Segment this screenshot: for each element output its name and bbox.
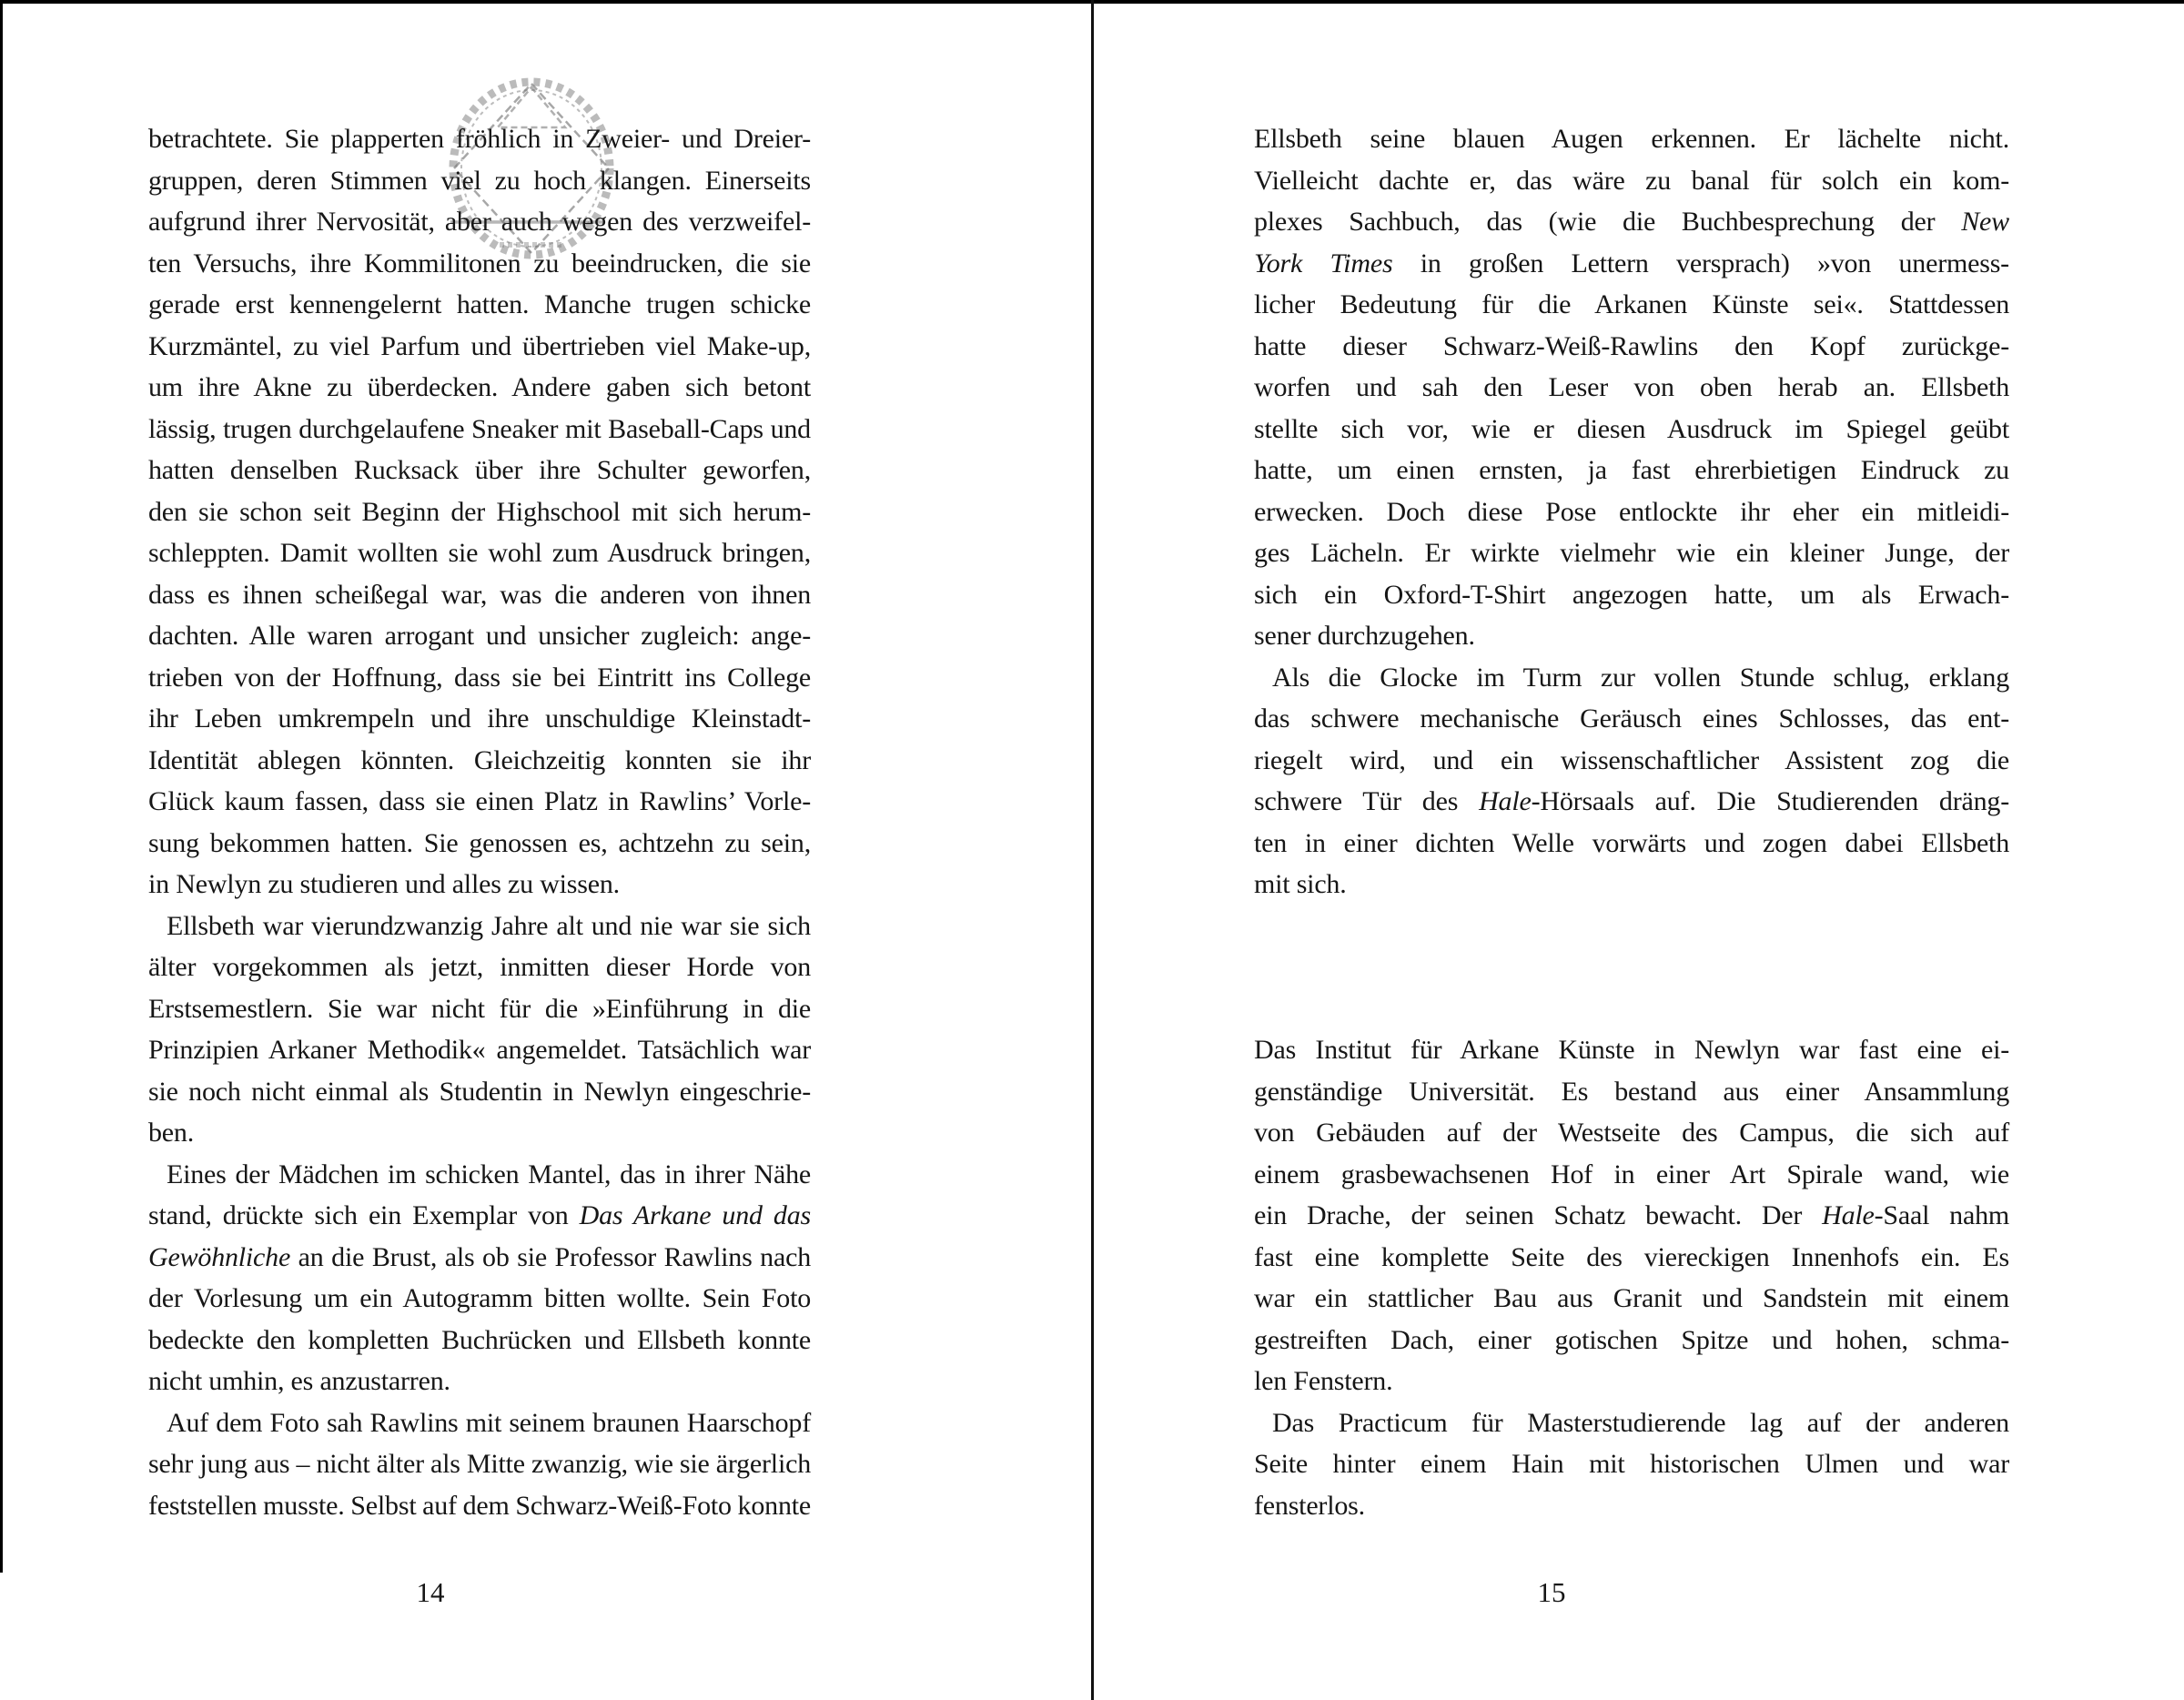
text-line: mit sich. [1254,869,1347,899]
text-line: ges Lächeln. Er wirkte vielmehr wie ein kleiner Junge, der [1254,538,2009,568]
text-line: ihr Leben umkrempeln und ihre unschuldige Kleinstadt- [148,703,811,734]
text-line: älter vorgekommen als jetzt, inmitten dieser Horde von [148,952,811,982]
text-line: lässig, trugen durchgelaufene Sneaker mit Baseball-Caps und [148,413,811,444]
text-line: ten Versuchs, ihre Kommilitonen zu beeindrucken, die sie [148,248,811,278]
text-line: Glück kaum fassen, dass sie einen Platz in Rawlins’ Vorle- [148,786,811,816]
text-line: fensterlos. [1254,1490,1365,1521]
text-line: fast eine komplette Seite des viereckigen Innenhofs ein. Es [1254,1241,2009,1272]
text-line: einem grasbewachsenen Hof in einer Art Spirale wand, wie [1254,1159,2009,1189]
text-line: feststellen musste. Selbst auf dem Schwarz-Weiß-Foto konnte [148,1490,811,1521]
text-line: bedeckte den kompletten Buchrücken und Ellsbeth konnte [148,1324,811,1355]
text-line: riegelt wird, und ein wissenschaftlicher Assistent zog die [1254,744,2009,775]
text-line: Das Institut für Arkane Künste in Newlyn war fast eine ei- [1254,1035,2009,1065]
text-line: sehr jung aus – nicht älter als Mitte zwanzig, wie sie ärgerlich [148,1449,811,1479]
page-number: 15 [1537,1576,1566,1608]
text-line: Auf dem Foto sah Rawlins mit seinem braunen Haarschopf [167,1407,811,1438]
text-line: gestreiften Dach, einer gotischen Spitze und hohen, schma- [1254,1324,2009,1355]
text-line: Gewöhnliche an die Brust, als ob sie Professor Rawlins nach [148,1241,811,1272]
text-line: gruppen, deren Stimmen viel zu hoch klangen. Einerseits [148,165,811,196]
text-line: das schwere mechanische Geräusch eines Schlosses, das ent- [1254,703,2009,734]
text-line: Das Practicum für Masterstudierende lag auf der anderen [1272,1407,2009,1438]
page-text-right [1254,118,2009,1526]
text-line: erwecken. Doch diese Pose entlockte ihr eher ein mitleidi- [1254,496,2009,527]
text-line: gerade erst kennengelernt hatten. Manche trugen schicke [148,289,811,319]
text-line: schleppten. Damit wollten sie wohl zum Ausdruck bringen, [148,538,811,568]
text-line: sener durchzugehen. [1254,621,1475,651]
text-line: genständige Universität. Es bestand aus einer Ansammlung [1254,1076,2009,1107]
text-line: Ellsbeth seine blauen Augen erkennen. Er lächelte nicht. [1254,124,2009,154]
text-line: Erstsemestlern. Sie war nicht für die »Einführung in die [148,993,811,1024]
text-line: Kurzmäntel, zu viel Parfum und übertrieben viel Make-up, [148,330,811,361]
text-line: plexes Sachbuch, das (wie die Buchbesprechung der New [1254,207,2009,237]
text-line: von Gebäuden auf der Westseite des Campus, die sich auf [1254,1118,2009,1148]
text-line: York Times in großen Lettern versprach) »von unermess- [1254,248,2009,278]
text-line: schwere Tür des Hale-Hörsaals auf. Die Studierenden dräng- [1254,786,2009,816]
text-line: um ihre Akne zu überdecken. Andere gaben sich betont [148,372,811,402]
text-line: aufgrund ihrer Nervosität, aber auch wegen des verzweifel- [148,207,811,237]
text-line: stand, drückte sich ein Exemplar von Das Arkane und das [148,1200,811,1230]
text-line: Eines der Mädchen im schicken Mantel, das in ihrer Nähe [167,1159,811,1189]
text-line: nicht umhin, es anzustarren. [148,1366,450,1396]
page-right [1094,0,2184,1700]
text-line: Seite hinter einem Hain mit historischen Ulmen und war [1254,1449,2009,1479]
text-line: hatte dieser Schwarz-Weiß-Rawlins den Kopf zurückge- [1254,330,2009,361]
page-number: 14 [416,1576,445,1608]
text-line: Ellsbeth war vierundzwanzig Jahre alt und nie war sie sich [167,910,811,941]
text-line: dass es ihnen scheißegal war, was die anderen von ihnen [148,579,811,610]
text-line: war ein stattlicher Bau aus Granit und Sandstein mit einem [1254,1283,2009,1313]
text-line: hatte, um einen ernsten, ja fast ehrerbietigen Eindruck zu [1254,455,2009,485]
text-line: len Fenstern. [1254,1366,1393,1396]
text-line: dachten. Alle waren arrogant und unsicher zugleich: ange- [148,621,811,651]
text-line: stellte sich vor, wie er diesen Ausdruck im Spiegel geübt [1254,413,2009,444]
text-line: Prinzipien Arkaner Methodik« angemeldet. Tatsächlich war [148,1035,811,1065]
text-line: worfen und sah den Leser von oben herab an. Ellsbeth [1254,372,2009,402]
text-line: sung bekommen hatten. Sie genossen es, achtzehn zu sein, [148,827,811,858]
text-line: licher Bedeutung für die Arkanen Künste sei«. Stattdessen [1254,289,2009,319]
text-line: Identität ablegen könnten. Gleichzeitig konnten sie ihr [148,744,811,775]
page-left [0,0,1091,1700]
text-line: ben. [148,1118,195,1148]
text-line: ein Drache, der seinen Schatz bewacht. Der Hale-Saal nahm [1254,1200,2010,1230]
text-line: hatten denselben Rucksack über ihre Schulter geworfen, [148,455,811,485]
text-line: Vielleicht dachte er, das wäre zu banal für solch ein kom- [1254,165,2009,196]
text-line: sie noch nicht einmal als Studentin in Newlyn eingeschrie- [148,1076,811,1107]
text-line: der Vorlesung um ein Autogramm bitten wollte. Sein Foto [148,1283,811,1313]
section-break [1254,906,2009,1030]
text-line: in Newlyn zu studieren und alles zu wissen. [148,869,620,899]
text-line: trieben von der Hoffnung, dass sie bei Eintritt ins College [148,662,811,693]
text-line: betrachtete. Sie plapperten fröhlich in Zweier- und Dreier- [148,124,811,154]
text-line: sich ein Oxford-T-Shirt angezogen hatte, um als Erwach- [1254,579,2009,610]
text-line: ten in einer dichten Welle vorwärts und zogen dabei Ellsbeth [1254,827,2009,858]
page-text-left [148,118,811,1526]
text-line: den sie schon seit Beginn der Highschool mit sich herum- [148,496,811,527]
text-line: Als die Glocke im Turm zur vollen Stunde schlug, erklang [1272,662,2009,693]
